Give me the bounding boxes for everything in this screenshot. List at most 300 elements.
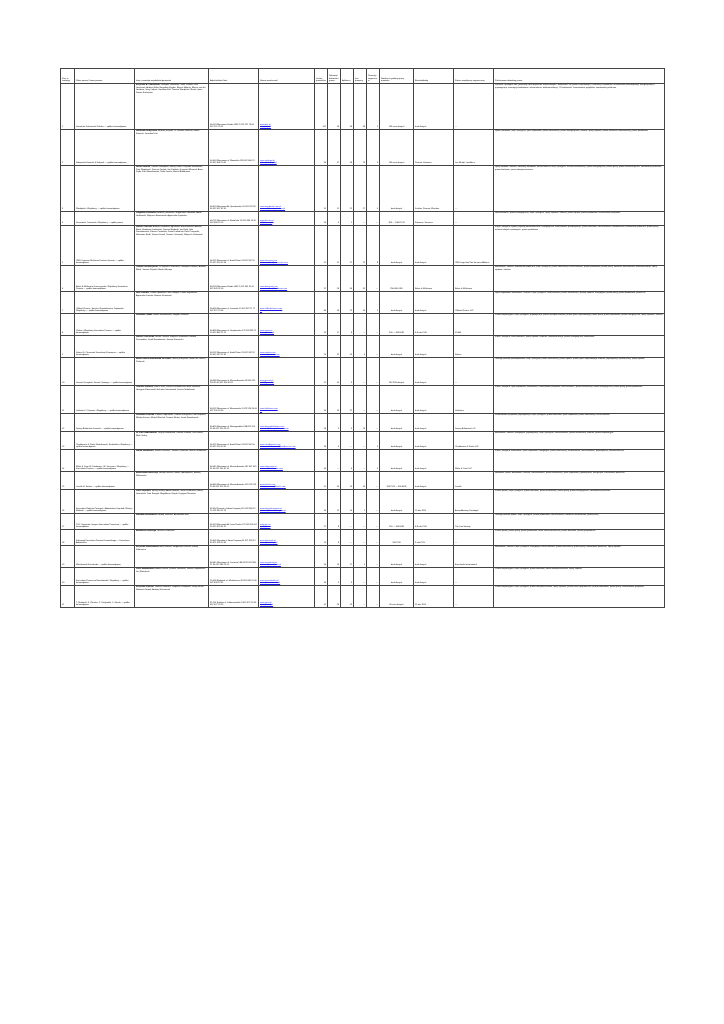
trainees-count-cell: 1 [341, 212, 354, 226]
partners-cell [135, 130, 209, 166]
table-row [61, 212, 665, 226]
email-link[interactable]: warsaw@whitecase.com [260, 468, 283, 471]
email-link[interactable]: dt@dt.com.pl [260, 222, 273, 225]
rank-cell: 18 [61, 530, 75, 546]
address-cell: 00-678 Warszawa Al. Ujazdowskie 10 022 437 82 00 022 437 82 01 [209, 166, 259, 212]
contact-cell [259, 450, 315, 472]
partners-cell [135, 226, 209, 266]
foreign-cooperation-cell: — [454, 358, 494, 386]
trainees-count-cell: — [341, 432, 354, 450]
column-header: Poz. w rankingu [61, 69, 75, 84]
lawyers-count-cell: 36 [315, 546, 328, 568]
doctors-count-cell: 17 [328, 314, 341, 336]
email-link[interactable]: warsaw.office@bakernet.com [260, 288, 288, 291]
contact-cell [259, 314, 315, 336]
rank-cell: 11 [61, 386, 75, 414]
website-link[interactable]: www.lovells.com [260, 483, 276, 486]
offices-cell: Kraków, Poznań, Wrocław [414, 166, 454, 212]
foreign-cooperation-cell: — [454, 84, 494, 130]
foreign-lawyers-cell: 5 [367, 84, 380, 130]
address-cell: 00-688 Warszawa ul. Marszałkowska 99/101 022 318 69 00 022 318 69 01 [209, 358, 259, 386]
table-row [61, 530, 665, 546]
other-lawyers-cell: 28 [354, 84, 367, 130]
other-lawyers-cell: — [354, 314, 367, 336]
trainees-count-cell: 13 [341, 586, 354, 608]
website-link[interactable]: www.whitecase.pl [260, 465, 277, 468]
address-cell: 50-001 Wrocław ul. Armii Krajowej 61 071 338 13 60 071 338 13 62 [209, 530, 259, 546]
doctors-count-cell: 26 [328, 586, 341, 608]
foreign-lawyers-cell: 3 [367, 432, 380, 450]
address-cell: 15-036 Białystok ul. Mickiewicza 39 022 458 12 60 022 458 12 61 [209, 568, 259, 586]
partner-names: Tadeusz Komosa, Marcin Kłos, Janusz Kazimierczak, Artur Kowalski, Grzegorz Zakrzewski, Nicholas Greenwood, Janusz Sobolewski [136, 386, 201, 391]
email-link[interactable]: biuro@kubaszyk.pl [260, 542, 278, 545]
hourly-rate-cell: 100 euro danych [380, 130, 414, 166]
email-link[interactable]: tgc@tgc.eu [260, 526, 271, 529]
foreign-lawyers-cell: — [367, 530, 380, 546]
firm-name-cell: Clifford Chance, Janicka, Namiotkiewicz, Dębowski i Wspólnicy — spółka komandytowa [75, 292, 135, 314]
address-cell: 61-894 Poznań ul. Armii Krajowej 116 022 890 21 11 022 890 21 23 [209, 490, 259, 514]
doctors-count-cell: 13 [328, 546, 341, 568]
trainees-count-cell: 6 [341, 450, 354, 472]
website-link[interactable]: www.chww.pl [260, 329, 273, 332]
column-header: Pełna nazwa / forma prawna [75, 69, 135, 84]
rank-cell: 16 [61, 490, 75, 514]
website-link[interactable]: www.cliffordchance.com [260, 307, 283, 310]
email-link[interactable]: biuro@nowakowski.pl [260, 582, 281, 585]
email-link[interactable]: warsaw@salans.com [260, 354, 280, 357]
hourly-rate-cell: brak danych [380, 546, 414, 568]
partners-cell [135, 568, 209, 586]
foreign-cooperation-cell: Dewey Ballantine LLP [454, 414, 494, 432]
column-header: Zakres współpracy zagranicznej [454, 69, 494, 84]
table-row [61, 358, 665, 386]
hourly-rate-cell: brak danych [380, 568, 414, 586]
website-link[interactable]: www.wardynski.com.pl [260, 205, 281, 208]
website-link[interactable]: www.eversheds.pl [260, 561, 277, 564]
table-row [61, 586, 665, 608]
email-link[interactable]: dzp@dzp.pl [260, 126, 272, 129]
contact-cell [259, 568, 315, 586]
other-lawyers-cell: — [354, 358, 367, 386]
contact-cell [259, 358, 315, 386]
lawyers-count-cell: 86 [315, 292, 328, 314]
foreign-cooperation-cell: CMS Legal and Tax Services Alliance [454, 226, 494, 266]
hourly-rate-cell: brak danych [380, 490, 414, 514]
hourly-rate-cell: 150 — 350 EUR [380, 514, 414, 530]
other-lawyers-cell: — [354, 568, 367, 586]
email-link[interactable]: spcg@spcg.pl [260, 604, 274, 607]
address-cell: 00-791 Warszawa ul. Bielańska 12 022 484 19 00 022 484 19 19 [209, 212, 259, 226]
firm-name-cell: Kubaszyk Kancelaria Prawna Domańskiego — Kancelaria Adwokacka [75, 530, 135, 546]
partner-names: Krzysztof Wierzbowski, Anna Stasiak, Magdalena Grzelak, Maciej Zdanowicz [136, 546, 199, 551]
table-row [61, 130, 665, 166]
table-row [61, 386, 665, 414]
doctors-count-cell: 8 [328, 514, 341, 530]
offices-cell: 13 mln PLN [414, 586, 454, 608]
rank-cell: 3 [61, 166, 75, 212]
practice-areas-cell: Bankowość, finanse, fuzje i przejęcia, energetyka, nieruchomości, prawo konkurencji, prawo pracy, zamówienia publiczne, spory sądowe [494, 546, 665, 568]
trainees-count-cell: 3 [341, 414, 354, 432]
other-lawyers-cell: 14 [354, 472, 367, 490]
firm-name-cell: Kancelaria Radców Prawnych i Adwokatów Grynhoff, Woźny i Maliński — spółka komandytowa [75, 490, 135, 514]
partners-cell [135, 514, 209, 530]
partners-cell [135, 546, 209, 568]
foreign-lawyers-cell: — [367, 314, 380, 336]
offices-cell: brak danych [414, 450, 454, 472]
ranking-table-sheet [60, 68, 664, 608]
foreign-cooperation-cell: ICLAS [454, 314, 494, 336]
hourly-rate-cell: 200 PLN [380, 530, 414, 546]
contact-cell [259, 84, 315, 130]
offices-cell: 6-8 mln PLN [414, 314, 454, 336]
column-header: Strona www/e-mail [259, 69, 315, 84]
website-link[interactable]: www.chadbourne.com [260, 443, 281, 446]
column-header: Adres/telefon/ faks [209, 69, 259, 84]
address-cell: 00-133 Warszawa Al. Jana Pawła II 22 022 450 34 50 022 450 34 51 [209, 514, 259, 530]
address-cell: 00-695 Warszawa ul. Nowogrodzka 47A 022 520 23 00 022 520 23 01 [209, 414, 259, 432]
table-row [61, 414, 665, 432]
hourly-rate-cell: 60 euro danych [380, 586, 414, 608]
trainees-count-cell: 13 [341, 472, 354, 490]
partner-names: Jarosław Chałas, Halina Kwiatkowska, Bogdan Rosiński [136, 314, 189, 316]
firm-name-cell: Gessel, Kurzyński, Gessel, Seweryn — spółka komandytowa [75, 358, 135, 386]
rank-cell: 14 [61, 450, 75, 472]
website-link[interactable]: www.nowakowski.pl [260, 579, 279, 582]
rank-cell: 13 [61, 432, 75, 450]
rank-cell: 20 [61, 568, 75, 586]
table-row [61, 336, 665, 358]
doctors-count-cell: 12 [328, 490, 341, 514]
rank-cell: 10 [61, 358, 75, 386]
firm-name-cell: CMS Cameron McKenna Dariusz Greszta — spółka komandytowa [75, 226, 135, 266]
offices-cell: Baker & McKenzie [414, 266, 454, 292]
other-lawyers-cell: 5 [354, 546, 367, 568]
foreign-cooperation-cell: Chadbourne & Parke LLP [454, 432, 494, 450]
practice-areas-cell: Rynki kapitałowe, bankowość i finanse, fuzje i przejęcia, nieruchomości, prawo konkurencji, sprawy sądowe, energetyka, prawo pracy, prawo podatkowe, prawo UE [494, 292, 665, 314]
other-lawyers-cell: — [354, 450, 367, 472]
website-link[interactable]: www.salans.com [260, 351, 276, 354]
hourly-rate-cell: brak danych [380, 386, 414, 414]
email-link[interactable]: mail@gessel.pl [260, 382, 275, 385]
trainees-count-cell: 28 [341, 130, 354, 166]
foreign-lawyers-cell: 3 [367, 130, 380, 166]
table-row [61, 314, 665, 336]
foreign-lawyers-cell: — [367, 546, 380, 568]
trainees-count-cell: 3 [341, 358, 354, 386]
partner-names: Dr Piotr Radzikowski, Lucyna Szubielska, Tomasz Żuliński, Paul Weiss, Mark Gruby [136, 432, 204, 437]
doctors-count-cell: 14 [328, 386, 341, 414]
lawyers-count-cell: 21 [315, 358, 328, 386]
contact-cell [259, 130, 315, 166]
website-link[interactable]: www.spcg.pl [260, 601, 272, 604]
offices-cell: brak danych [414, 336, 454, 358]
table-row [61, 292, 665, 314]
email-link[interactable]: warsawoffice@cms-cmck.com [260, 262, 288, 265]
hourly-rate-cell: 100 euro danych [380, 84, 414, 130]
partners-cell [135, 490, 209, 514]
lawyers-count-cell: 36 [315, 568, 328, 586]
partner-names: Jarosław Grzesiak, Ludwik Pogorzelski, Tomasz Kaczyński, Piotr Sajewicz, Mikołaj Krauze, Michał Warchoł, Tomasz Wełna, Jacek Nowakowski [136, 414, 207, 419]
email-link[interactable]: — [260, 410, 263, 413]
partner-names: Stefan Jarecki, Tomasz Wardyński, Maciej Sułek, Krzysztof Wiśniewski, Piotr Waglowski, Dariusz Zwolak, Jan Zieliński, Krzysztof Mazurek, Anna Zięba, Ewa Nowakowska, Rafał Janicki, Michał Bałabanow [136, 166, 203, 174]
hourly-rate-cell: 500 PLN danych [380, 358, 414, 386]
email-link[interactable]: office@skslegal.pl [260, 162, 277, 165]
offices-cell: brak danych [414, 226, 454, 266]
hourly-rate-cell: brak danych [380, 292, 414, 314]
table-header-row [61, 69, 665, 84]
hourly-rate-cell: brak danych [380, 166, 414, 212]
law-firm-ranking-table [60, 68, 665, 608]
lawyers-count-cell: 49 [315, 450, 328, 472]
firm-name-cell: Salans D. Oleszczuk Kancelaria Prawnicza — spółka komandytowa [75, 336, 135, 358]
lawyers-count-cell: 52 [315, 226, 328, 266]
rank-cell: 9 [61, 336, 75, 358]
offices-cell: brak danych [414, 414, 454, 432]
website-link[interactable]: www.gessel.pl [260, 379, 274, 382]
offices-cell: Katowice, Szczecin [414, 212, 454, 226]
website-link[interactable]: www.kancelaria-gwm.pl [260, 507, 282, 510]
foreign-lawyers-cell: — [367, 490, 380, 514]
website-link[interactable]: www.dzp.pl [260, 123, 271, 126]
foreign-cooperation-cell: Eversheds International [454, 546, 494, 568]
practice-areas-cell: Handlowe, spółki, bankowość, finanse, nieruchomości, prawo konkurencji, rynki kapitałowe, prywatyzacja, energetyka, zamówienia publiczne [494, 472, 665, 490]
website-link[interactable]: www.law-now.com [260, 259, 277, 262]
partners-cell [135, 166, 209, 212]
email-link[interactable]: — [260, 310, 263, 313]
website-link[interactable]: www.skslegal.pl [260, 159, 275, 162]
address-cell: 00-061 Warszawa ul. Marszałkowska 142 022 505 01 00 022 505 01 31 [209, 450, 259, 472]
contact-cell [259, 336, 315, 358]
rank-cell: 17 [61, 514, 75, 530]
trainees-count-cell: — [341, 530, 354, 546]
hourly-rate-cell: 200 PLN — 300 EUR [380, 472, 414, 490]
lawyers-count-cell: 38 [315, 432, 328, 450]
website-link[interactable]: www.kubaszyk.pl [260, 539, 276, 542]
partners-cell [135, 292, 209, 314]
email-link[interactable]: poznan@kancelaria-gwm.pl [260, 510, 286, 513]
partner-names: Dariusz Greszta, Andrzej Kozłowski, Agnieszka Braciszewska, Andrzej Bloch, Bartłomiej Jankowski, Dariusz Mioduski, Ian Reid, Julia Domosławska, Łukasz Czekański, Paweł Ludwiński, Rafał Tuszyński, Sebastian Kiełb, Tomasz Kozieł, Tomasz Ostrowski, Wojciech Jankowski [136, 226, 203, 237]
partner-names: Józef Nowakowski, Adam Krauze, Dariusz Żółtowski, Tomasz Jagodziński, Jan Wierzbicki [136, 568, 206, 573]
hourly-rate-cell: brak danych [380, 414, 414, 432]
address-cell: 00-203 Warszawa Rondo ONZ 1 022 445 31 00 022 445 32 00 [209, 266, 259, 292]
practice-areas-cell: Fuzje i przejęcia, bankowość, rynki kapitałowe, energetyka, prawo konkurencji, infrastruktura, nieruchomości, prywatyzacja, telekomunikacja [494, 450, 665, 472]
doctors-count-cell: 26 [328, 266, 341, 292]
lawyers-count-cell: 15 [315, 530, 328, 546]
table-row [61, 568, 665, 586]
hourly-rate-cell: brak danych [380, 432, 414, 450]
hourly-rate-cell: 200 — 400 EUR [380, 314, 414, 336]
lawyers-count-cell: 96 [315, 130, 328, 166]
website-link[interactable]: www.linklaters.com [260, 407, 278, 410]
email-link[interactable]: biuro@chww.pl [260, 332, 275, 335]
trainees-count-cell: 37 [341, 386, 354, 414]
practice-areas-cell: Bankowość, finanse, zamówienia publiczne, fuzje i przejęcia, prawo konkurencji, nieruchomości, prawo podatkowe, prawo pracy, własność intelektualna, telekomunikacja, spory sądowe i arbitraż [494, 266, 665, 292]
rank-cell: 8 [61, 314, 75, 336]
partners-cell [135, 414, 209, 432]
practice-areas-cell: Spółki handlowe, fuzje i przejęcia, rynki kapitałowe, prawo konkurencji, prawo energetyczne, arbitraż, spory sądowe, prawo własności intelektualnej, prawo podatkowe [494, 130, 665, 166]
hourly-rate-cell: 250-450 USD [380, 266, 414, 292]
rank-cell: 2 [61, 130, 75, 166]
table-row [61, 226, 665, 266]
lawyers-count-cell: 32 [315, 314, 328, 336]
firm-name-cell: White & Case W. Daniłowicz, W. Jurcewicz i Wspólnicy — Kancelaria Prawna — spółka komandytowa [75, 450, 135, 472]
foreign-cooperation-cell: Avvio Advisory, Eurolegal [454, 490, 494, 514]
foreign-lawyers-cell: 4 [367, 166, 380, 212]
firm-name-cell: Dewey Ballantine Grzesiak — spółka komandytowa [75, 414, 135, 432]
offices-cell: brak danych [414, 472, 454, 490]
address-cell: 00-113 Warszawa ul. Emilii Plater 53 022 520 50 00 022 520 50 01 [209, 432, 259, 450]
offices-cell: brak danych [414, 292, 454, 314]
table-body [61, 84, 665, 608]
address-cell: 00-838 Warszawa ul. Grzybowska 5/7 022 882 22 10 022 882 22 11 [209, 314, 259, 336]
offices-cell: 3 mln PLN [414, 530, 454, 546]
lawyers-count-cell: 51 [315, 472, 328, 490]
trainees-count-cell: 27 [341, 226, 354, 266]
email-link[interactable]: warsawchadbourne@chadbourne.com [260, 446, 296, 449]
foreign-lawyers-cell: — [367, 386, 380, 414]
partners-cell [135, 586, 209, 608]
email-link[interactable]: lovells.warsaw@lovells.com [260, 486, 286, 489]
rank-cell: 4 [61, 212, 75, 226]
doctors-count-cell: 4 [328, 432, 341, 450]
doctors-count-cell: 11 [328, 166, 341, 212]
foreign-lawyers-cell: — [367, 358, 380, 386]
doctors-count-cell: 12 [328, 336, 341, 358]
contact-cell [259, 226, 315, 266]
partners-cell [135, 358, 209, 386]
firm-name-cell: Wardyński i Wspólnicy — spółka komandytowa [75, 166, 135, 212]
foreign-cooperation-cell: White & Case LLP [454, 450, 494, 472]
rank-cell: 7 [61, 292, 75, 314]
email-link[interactable]: warsaw@wardynski.com.pl [260, 208, 286, 211]
doctors-count-cell: 18 [328, 84, 341, 130]
doctors-count-cell: 21 [328, 226, 341, 266]
practice-areas-cell: Obsługa prawna przedsiębiorstw, fuzje i przejęcia, prawo konkurencji, prawo spółek, prawo rynku kapitałowego, arbitraż, prywatyzacja, prawo pracy, spory sądowe [494, 358, 665, 386]
practice-areas-cell: Fuzje i przejęcia, rynki kapitałowe, bankowość, finansowanie projektów, nieruchomości, prawo konkurencji, prawo energetyczne, prawo pracy, prawo podatkowe [494, 386, 665, 414]
column-header: Inni prawnicy [354, 69, 367, 84]
practice-areas-cell: Łączenie i przejęcia firm, publiczny obrót papierami wartościowymi i działalność na rynkach kapitałowych, transakcje kapitałowe, finansowanie przedsięwzięć energetycznych, prywatyzacja, inwestycje budowlane, infrastruktura, telekomunikacja, IT, bankowość, finansowanie projektów, zamówienia publiczne [494, 84, 665, 130]
other-lawyers-cell: — [354, 432, 367, 450]
other-lawyers-cell: — [354, 530, 367, 546]
partners-cell [135, 336, 209, 358]
lawyers-count-cell: 70 [315, 336, 328, 358]
table-row [61, 472, 665, 490]
table-row [61, 450, 665, 472]
rank-cell: 12 [61, 414, 75, 432]
trainees-count-cell: 21 [341, 166, 354, 212]
firm-name-cell: Wierzbowski Eversheds — spółka komandytowa [75, 546, 135, 568]
other-lawyers-cell: — [354, 514, 367, 530]
website-link[interactable]: www.tgc.eu [260, 523, 271, 526]
trainees-count-cell: 36 [341, 84, 354, 130]
foreign-cooperation-cell: — [454, 212, 494, 226]
address-cell: 00-113 Warszawa ul. Mazowiecka 2 022 526 50 00 022 526 50 60 [209, 386, 259, 414]
rank-cell: 19 [61, 546, 75, 568]
trainees-count-cell: 8 [341, 314, 354, 336]
column-header: Biura/oddziały [414, 69, 454, 84]
foreign-lawyers-cell: — [367, 336, 380, 358]
firm-name-cell: Sołtysiński Kawecki & Szlęzak — spółka komandytowa [75, 130, 135, 166]
email-link[interactable]: warsaw@deweyballantine.com [260, 428, 289, 431]
address-cell: 00-124 Warszawa Rondo ONZ 1 022 557 76 00 022 557 76 01 [209, 84, 259, 130]
contact-cell [259, 514, 315, 530]
offices-cell: brak danych [414, 546, 454, 568]
table-row [61, 266, 665, 292]
doctors-count-cell: 9 [328, 414, 341, 432]
partner-names: Stanisław Sołtysiński, Andrzej Szlęzak, Dr Tomasz Kawecki, Marek Kawecki, Jarosław Król [136, 130, 200, 135]
partner-names: Dariusz Oleszczuk, Marek Orzełek, Wojciech Kozłowski, Izabela Przeradzka, Jacek Nowakowski, Joanna Kownacka [136, 336, 197, 341]
contact-cell [259, 432, 315, 450]
foreign-lawyers-cell: — [367, 472, 380, 490]
partners-cell [135, 472, 209, 490]
hourly-rate-cell: 300 — 1000 PLN [380, 212, 414, 226]
rank-cell: 1 [61, 84, 75, 130]
other-lawyers-cell: 43 [354, 292, 367, 314]
other-lawyers-cell: 27 [354, 166, 367, 212]
partner-names: Krzysztof Płeszka, Tomasz Studnicki, Zbigniew Ćwiąkalski, Jerzy Górski, Sławomir Dudek, Andrzej Kaczmarek [136, 586, 204, 591]
partner-names: Tomasz Gruszczyński, Dr Wojciech Wiechecki, Grzegorz Zieliński, Andrzej Bloch, Tomasz Filipiak, Monika Macieja [136, 266, 206, 271]
partner-names: Arkadiusz Kubaszyk, Mariusz Domański [136, 530, 175, 532]
column-header: Stawka za godzinę pracy prawnika [380, 69, 414, 84]
lawyers-count-cell: 28 [315, 414, 328, 432]
practice-areas-cell: Obsługa prawna spółek, fuzje i przejęcia, prawo podatkowe, nieruchomości, własność intelektualna, prawo pracy [494, 514, 665, 530]
offices-cell: Poznań, Katowice [414, 130, 454, 166]
foreign-lawyers-cell: — [367, 212, 380, 226]
firm-name-cell: Drzewiecki, Tomaszek i Wspólnicy — spółka jawna [75, 212, 135, 226]
trainees-count-cell: 3 [341, 568, 354, 586]
contact-cell [259, 530, 315, 546]
website-link[interactable]: www.deweyballantine.com [260, 425, 285, 428]
partners-cell [135, 266, 209, 292]
column-header: Imię i nazwisko wspólników/partnerów [135, 69, 209, 84]
partners-cell [135, 386, 209, 414]
doctors-count-cell: — [328, 450, 341, 472]
foreign-lawyers-cell: — [367, 586, 380, 608]
other-lawyers-cell: 13 [354, 414, 367, 432]
partner-names: Wiesław Łuczkowski, Mikołaj Tomczak, Aleksandra Stec [136, 514, 189, 516]
trainees-count-cell: 30 [341, 266, 354, 292]
firm-name-cell: Chadbourne & Parke Radzikowski, Szubielska i Wspólnicy — spółka komandytowa [75, 432, 135, 450]
partners-cell [135, 212, 209, 226]
firm-name-cell: Baker & McKenzie Gruszczyński i Wspólnicy Kancelaria Prawna — spółka komandytowa [75, 266, 135, 292]
practice-areas-cell: Prawo spółek, prawo pracy, prawo podatkowe, obrót nieruchomościami, prawo bankowe, prawo gospodarcze [494, 530, 665, 546]
doctors-count-cell: 24 [328, 472, 341, 490]
website-link[interactable]: www.bakernet.com [260, 285, 278, 288]
contact-cell [259, 546, 315, 568]
column-header: Preferowane dziedziny prawa [494, 69, 665, 84]
trainees-count-cell: 22 [341, 292, 354, 314]
address-cell: 00-113 Warszawa ul. Emilii Plater 53 022 242 52 00 022 242 52 42 [209, 336, 259, 358]
table-row [61, 84, 665, 130]
offices-cell: brak danych [414, 432, 454, 450]
website-link[interactable]: www.dt.com.pl [260, 219, 274, 222]
table-row [61, 514, 665, 530]
trainees-count-cell: 10 [341, 490, 354, 514]
offices-cell: brak danych [414, 84, 454, 130]
offices-cell: brak danych [414, 568, 454, 586]
foreign-lawyers-cell: — [367, 568, 380, 586]
firm-name-cell: Linklaters T. Komosa i Wspólnicy — spółka komandytowa [75, 386, 135, 414]
rank-cell: 15 [61, 472, 75, 490]
contact-cell [259, 414, 315, 432]
partner-names: Beata Gessel-Kalinowska vel Kalisz, Maciej Kurzyński, Rafał Kos, Maciej Piekarski [136, 358, 206, 363]
firm-name-cell: Lovells H. Seisler — spółka komandytowa [75, 472, 135, 490]
email-link[interactable]: warsaw@eversheds.pl [260, 564, 281, 567]
partners-cell [135, 530, 209, 546]
column-header: Liczba prawników [315, 69, 328, 84]
lawyers-count-cell: 93 [315, 386, 328, 414]
address-cell: 00-034 Warszawa ul. Wawelska 11B 022 608 70 00 022 608 70 01 [209, 130, 259, 166]
